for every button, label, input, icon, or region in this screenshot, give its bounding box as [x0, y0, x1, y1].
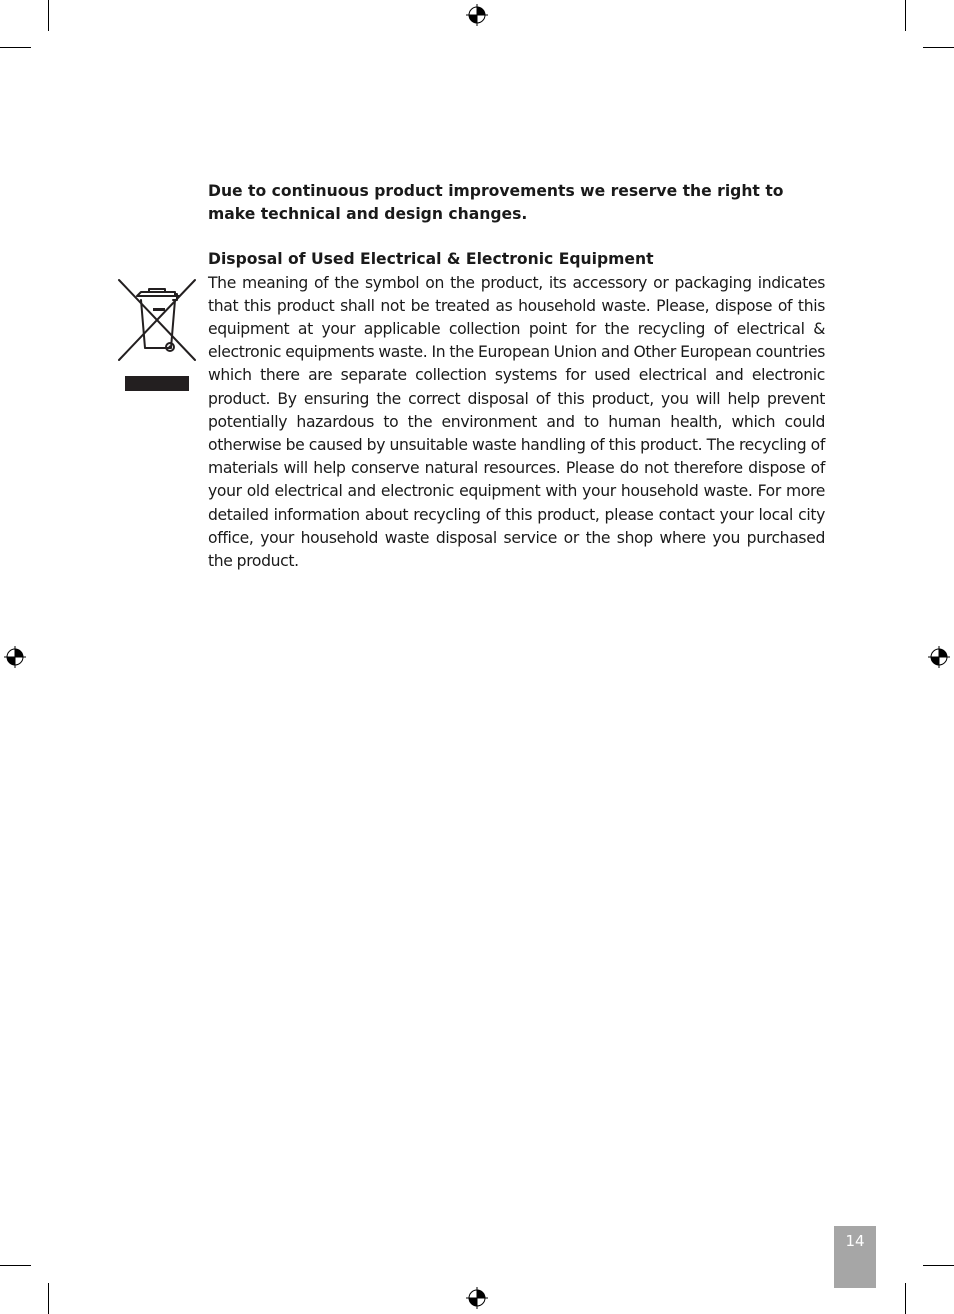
crop-mark-top-right-horizontal [923, 47, 954, 48]
disposal-notice-section [208, 180, 825, 573]
crop-mark-top-left-vertical [48, 0, 49, 31]
registration-mark-icon [928, 646, 950, 668]
product-improvement-notice: Due to continuous product improvements we reserve the right to make technical and design changes. [208, 182, 784, 224]
disposal-body-text: The meaning of the symbol on the product, its accessory or packaging indicates that this product shall not be treated as household waste. Please, dispose of this equipment at your applicable collection point for the recycling of electrical & electronic equipments waste. In the European Union and Other European countries which there are separate collection systems for used electrical and electronic product. By ensuring the correct disposal of this product, you will help prevent potentially hazardous to the environment and to human health, which could otherwise be caused by unsuitable waste handling of this product. The recycling of materials will help conserve natural resources. Please do not therefore dispose of your old electrical and electronic equipment with your household waste. For more detailed information about recycling of this product, please contact your local city office, your household waste disposal service or the shop where you purchased the product. [208, 273, 825, 571]
disposal-heading: Disposal of Used Electrical & Electronic Equipment [208, 250, 654, 269]
crop-mark-bottom-right-vertical [905, 1283, 906, 1314]
registration-mark-icon [466, 4, 488, 26]
crop-mark-bottom-right-horizontal [923, 1265, 954, 1266]
crop-mark-top-right-vertical [905, 0, 906, 31]
crop-mark-bottom-left-vertical [48, 1283, 49, 1314]
crossed-out-wheelie-bin-icon [117, 278, 197, 362]
registration-mark-icon [4, 646, 26, 668]
registration-mark-icon [466, 1287, 488, 1309]
crop-mark-top-left-horizontal [0, 47, 31, 48]
crop-mark-bottom-left-horizontal [0, 1265, 31, 1266]
page-number: 14 [834, 1226, 876, 1288]
weee-solid-bar [125, 376, 189, 391]
